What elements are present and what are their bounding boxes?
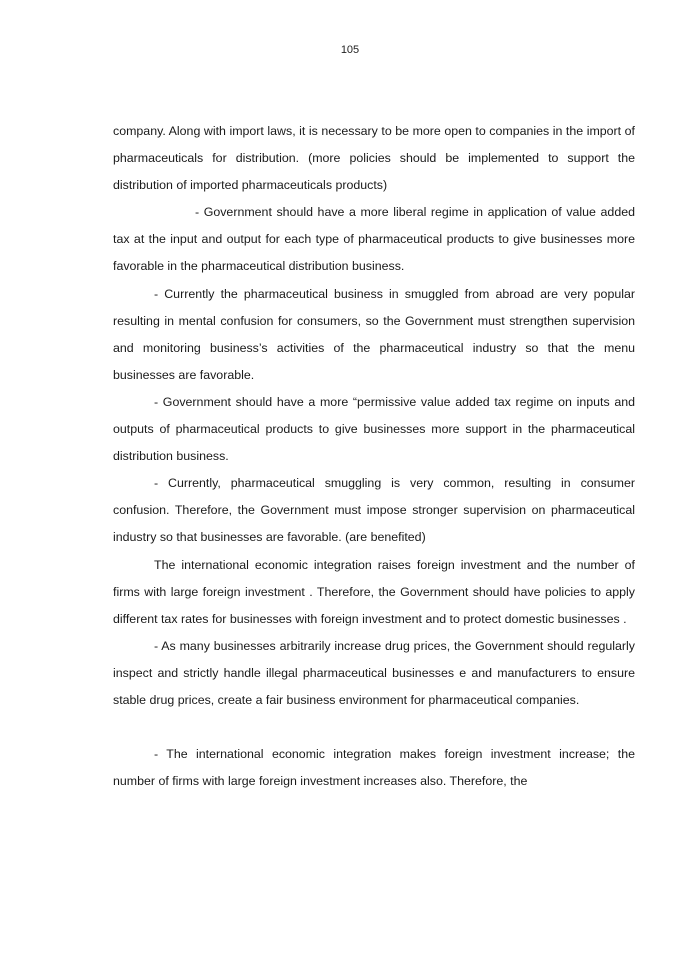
paragraph-continuation: company. Along with import laws, it is necessary to be more open to companies in the import of pharmaceuticals for distribution. (more policies should be implemented to support the distribution of imported pharmaceuticals products) xyxy=(113,124,635,193)
paragraph-drug-prices: - As many businesses arbitrarily increase drug prices, the Government should regularly inspect and strictly handle illegal pharmaceutical businesses e and manufacturers to ensure stable drug prices, create a fair business environment for pharmaceutical companies. xyxy=(113,638,635,707)
paragraph-economic-integration: The international economic integration raises foreign investment and the number of firms with large foreign investment . Therefore, the Government should have policies to apply different tax rates for businesses with foreign investment and to protect domestic businesses . xyxy=(113,557,635,626)
paragraph-gap xyxy=(113,714,635,741)
paragraph-smuggling-supervision: - Currently the pharmaceutical business in smuggled from abroad are very popular resulting in mental confusion for consumers, so the Government must strengthen supervision and monitoring business’s activities of the pharmaceutical industry so that the menu businesses are favorable. xyxy=(113,286,635,382)
paragraph-vat-liberal-regime: - Government should have a more liberal regime in application of value added tax at the input and output for each type of pharmaceutical products to give businesses more favorable in the pharmaceutical distribution business. xyxy=(113,205,635,274)
document-body xyxy=(113,118,635,795)
paragraph-permissive-vat: - Government should have a more “permissive value added tax regime on inputs and outputs of pharmaceutical products to give businesses more support in the pharmaceutical distribution business. xyxy=(113,394,635,464)
page-number: 105 xyxy=(340,44,360,56)
paragraph-smuggling-common: - Currently, pharmaceutical smuggling is very common, resulting in consumer confusion. Therefore, the Government must impose stronger supervision on pharmaceutical industry so that businesses are favorable. (are benefited) xyxy=(113,476,635,545)
paragraph-foreign-investment: - The international economic integration makes foreign investment increase; the number of firms with large foreign investment increases also. Therefore, the xyxy=(113,747,635,789)
